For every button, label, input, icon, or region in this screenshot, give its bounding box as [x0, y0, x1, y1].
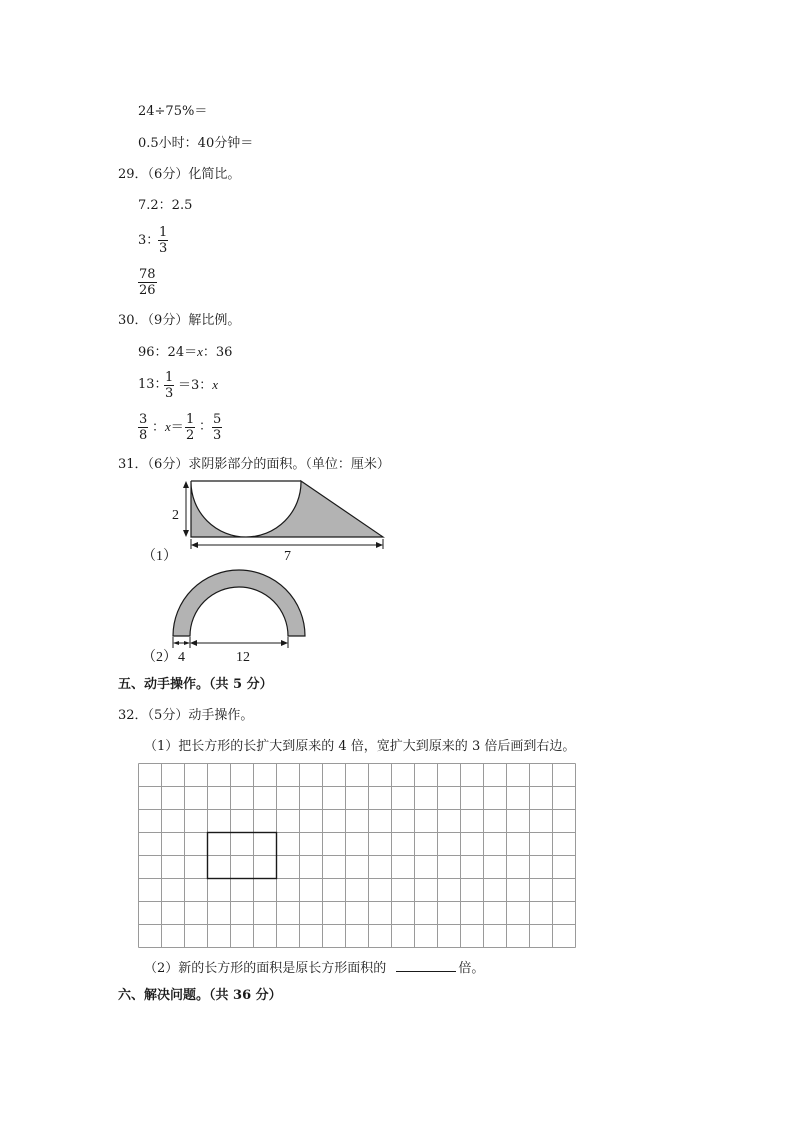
figure-2-number: （2） [142, 650, 177, 665]
drawing-grid[interactable] [138, 763, 575, 946]
q30-eq2-prefix: 13： [138, 377, 168, 392]
figure-1-width-label: 7 [284, 549, 291, 564]
answer-blank[interactable] [396, 958, 456, 972]
denominator: 2 [186, 428, 195, 443]
numerator: 1 [165, 370, 174, 385]
figure-2-shaded-ring [173, 570, 305, 636]
denominator: 26 [139, 283, 156, 298]
denominator: 3 [213, 428, 222, 443]
q30-eq2-mid: ＝3： [178, 378, 213, 393]
numerator: 1 [186, 412, 195, 427]
denominator: 3 [159, 241, 168, 256]
q30-eq3-colon-2: ： [199, 419, 213, 434]
section-6-heading: 六、解决问题。（共 36 分） [118, 988, 282, 1003]
q28-line-1: 24÷75%＝ [138, 104, 208, 119]
q32-sub-question-1: （1）把长方形的长扩大到原来的 4 倍，宽扩大到原来的 3 倍后画到右边。 [144, 739, 576, 754]
q30-eq1-part-a: 96：24＝ [138, 345, 198, 360]
section-5-heading: 五、动手操作。（共 5 分） [118, 677, 273, 692]
figure-1-shaded-region [191, 481, 383, 537]
q32-sub2-suffix: 倍。 [458, 961, 485, 976]
q30-title: 30．（9分）解比例。 [118, 313, 241, 328]
variable-x: x [212, 377, 219, 392]
q32-title: 32．（5分）动手操作。 [118, 708, 254, 723]
numerator: 3 [139, 412, 148, 427]
equals: ＝ [170, 420, 184, 435]
figure-1-number: （1） [142, 549, 177, 564]
figure-2-diameter-label: 12 [236, 650, 250, 665]
q28-line-2: 0.5小时：40分钟＝ [138, 136, 254, 151]
figure-1-height-label: 2 [172, 508, 179, 523]
q31-title: 31．（6分）求阴影部分的面积。（单位：厘米） [118, 457, 390, 472]
q32-sub2-prefix: （2）新的长方形的面积是原长方形面积的 [144, 961, 387, 976]
figure-2-ring-width-label: 4 [178, 650, 185, 665]
q29-expression-2-prefix: 3： [138, 233, 160, 248]
variable-x: x [165, 419, 171, 434]
denominator: 8 [139, 428, 148, 443]
denominator: 3 [165, 386, 174, 401]
numerator: 5 [213, 412, 222, 427]
q29-title: 29．（6分）化简比。 [118, 167, 241, 182]
q29-expression-1: 7.2：2.5 [138, 198, 193, 213]
numerator: 1 [159, 225, 168, 240]
numerator: 78 [139, 267, 156, 282]
q32-sub-question-2 [144, 958, 484, 977]
variable-x: x [197, 344, 203, 359]
colon: ： [152, 420, 166, 435]
q30-eq1-part-b: ：36 [202, 345, 233, 360]
